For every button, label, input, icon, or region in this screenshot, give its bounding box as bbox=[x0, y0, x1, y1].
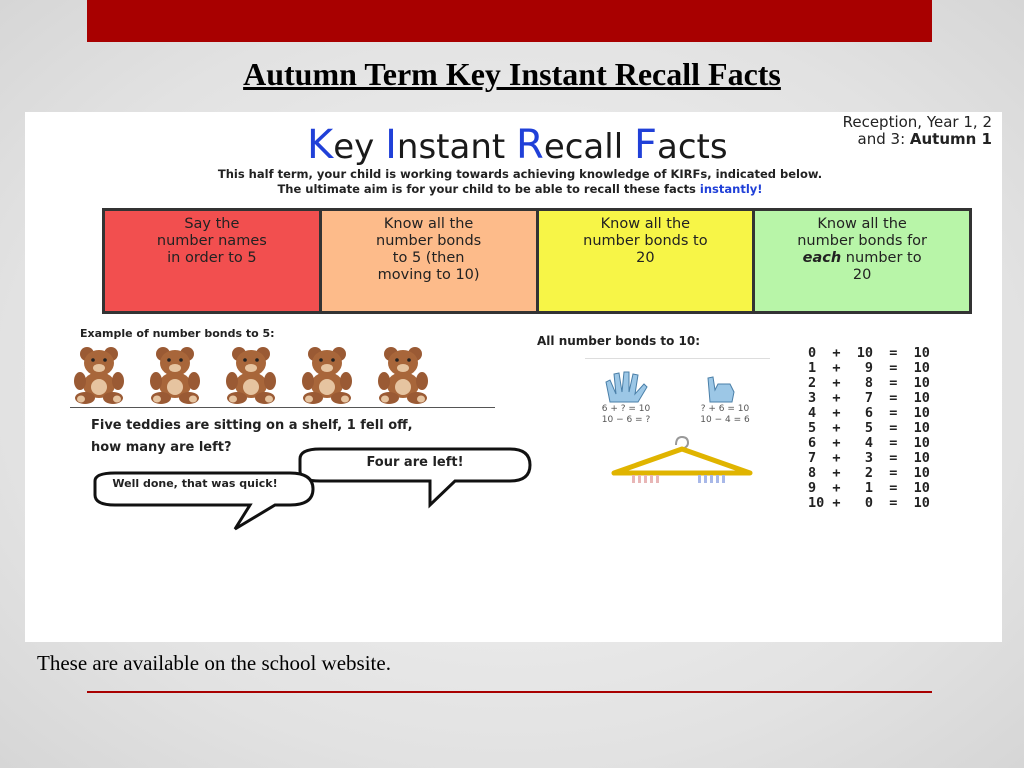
speech-bubble-left-text: Well done, that was quick! bbox=[112, 477, 278, 490]
bonds-to-10-rule bbox=[585, 358, 770, 359]
bond-line: 9 + 1 = 10 bbox=[808, 480, 930, 496]
open-hand-icon bbox=[600, 370, 670, 404]
bond-line: 7 + 3 = 10 bbox=[808, 450, 930, 466]
kirf-line: 20 bbox=[852, 267, 872, 283]
kirf-line: Know all the bbox=[817, 216, 907, 232]
poster-title-cap-k: K bbox=[307, 122, 334, 168]
teddy-row bbox=[65, 345, 445, 405]
poster-title-rest-r: ecall bbox=[543, 127, 634, 167]
kirf-line: 20 bbox=[636, 250, 655, 266]
coat-hanger-icon bbox=[610, 435, 755, 490]
bond-line: 0 + 10 = 10 bbox=[808, 345, 930, 361]
kirf-line: Say the bbox=[184, 216, 240, 232]
year-line-2 bbox=[782, 131, 992, 148]
bond-line: 3 + 7 = 10 bbox=[808, 390, 930, 406]
hand-caption-line: 10 − 6 = ? bbox=[601, 415, 651, 425]
hand-caption-line: 10 − 4 = 6 bbox=[700, 415, 750, 425]
teddy-bear-icon bbox=[65, 345, 133, 405]
hand-caption-line: ? + 6 = 10 bbox=[700, 404, 750, 414]
kirf-line: number bonds for bbox=[797, 233, 928, 249]
bond-line: 10 + 0 = 10 bbox=[808, 495, 930, 511]
teddy-bear-icon bbox=[217, 345, 285, 405]
poster-title-rest-k: ey bbox=[333, 127, 386, 167]
bond-line: 5 + 5 = 10 bbox=[808, 420, 930, 436]
bond-line: 8 + 2 = 10 bbox=[808, 465, 930, 481]
year-group-label bbox=[782, 114, 992, 148]
slide-title: Autumn Term Key Instant Recall Facts bbox=[243, 56, 781, 92]
poster-title-cap-r: R bbox=[516, 122, 544, 168]
intro-line-2 bbox=[105, 182, 935, 197]
bottom-accent-rule bbox=[87, 691, 932, 693]
kirf-boxes bbox=[102, 208, 972, 314]
top-accent-bar bbox=[87, 0, 932, 42]
kirf-line: in order to 5 bbox=[167, 250, 257, 266]
counting-hand-icon bbox=[700, 370, 760, 404]
intro-text bbox=[105, 167, 935, 197]
poster-title-rest-i: nstant bbox=[396, 127, 517, 167]
poster-title-cap-f: F bbox=[633, 122, 657, 168]
kirf-line: moving to 10) bbox=[377, 267, 480, 283]
kirf-line-emphasis bbox=[755, 250, 969, 267]
kirf-line: number bonds bbox=[376, 233, 482, 249]
intro-highlight: instantly! bbox=[699, 182, 763, 196]
hand-caption-right bbox=[685, 404, 765, 426]
kirf-line-rest: number to bbox=[841, 250, 922, 266]
kirf-emphasis-word: each bbox=[802, 250, 842, 266]
teddy-bear-icon bbox=[369, 345, 437, 405]
poster-title-cap-i: I bbox=[385, 122, 397, 168]
bond-line: 4 + 6 = 10 bbox=[808, 405, 930, 421]
kirf-line: number bonds to bbox=[583, 233, 708, 249]
bond-line: 6 + 4 = 10 bbox=[808, 435, 930, 451]
bond-line: 1 + 9 = 10 bbox=[808, 360, 930, 376]
kirf-box-4 bbox=[755, 211, 969, 311]
kirf-box-3 bbox=[539, 211, 756, 311]
kirf-poster bbox=[25, 112, 1002, 642]
story-line-1: Five teddies are sitting on a shelf, 1 fell off, bbox=[91, 418, 413, 433]
kirf-box-2 bbox=[322, 211, 539, 311]
teddy-bear-icon bbox=[141, 345, 209, 405]
kirf-line: number names bbox=[156, 233, 267, 249]
kirf-line: Know all the bbox=[600, 216, 691, 232]
counting-hands bbox=[600, 370, 770, 430]
teddy-bear-icon bbox=[293, 345, 361, 405]
bond-line: 2 + 8 = 10 bbox=[808, 375, 930, 391]
hand-caption-line: 6 + ? = 10 bbox=[601, 404, 651, 414]
shelf-line bbox=[70, 407, 495, 408]
kirf-line: to 5 (then bbox=[392, 250, 465, 266]
hand-caption-left bbox=[586, 404, 666, 426]
intro-line-1: This half term, your child is working towards achieving knowledge of KIRFs, indicated below. bbox=[217, 167, 823, 181]
term-label: Autumn 1 bbox=[909, 130, 992, 148]
year-line-1: Reception, Year 1, 2 bbox=[842, 113, 992, 131]
speech-bubble-right-text: Four are left! bbox=[366, 455, 464, 470]
bonds-to-10-heading: All number bonds to 10: bbox=[537, 334, 701, 348]
example-heading: Example of number bonds to 5: bbox=[80, 327, 275, 340]
poster-title-rest-f: acts bbox=[656, 127, 728, 167]
kirf-box-1 bbox=[105, 211, 322, 311]
year-line-2-prefix: and 3: bbox=[857, 130, 910, 148]
footnote-text: These are available on the school website. bbox=[37, 651, 391, 675]
kirf-line: Know all the bbox=[383, 216, 474, 232]
story-line-2: how many are left? bbox=[91, 440, 232, 455]
bonds-to-10-list bbox=[808, 346, 948, 511]
poster-title bbox=[307, 122, 728, 168]
intro-line-2-prefix: The ultimate aim is for your child to be able to recall these facts bbox=[277, 182, 700, 196]
